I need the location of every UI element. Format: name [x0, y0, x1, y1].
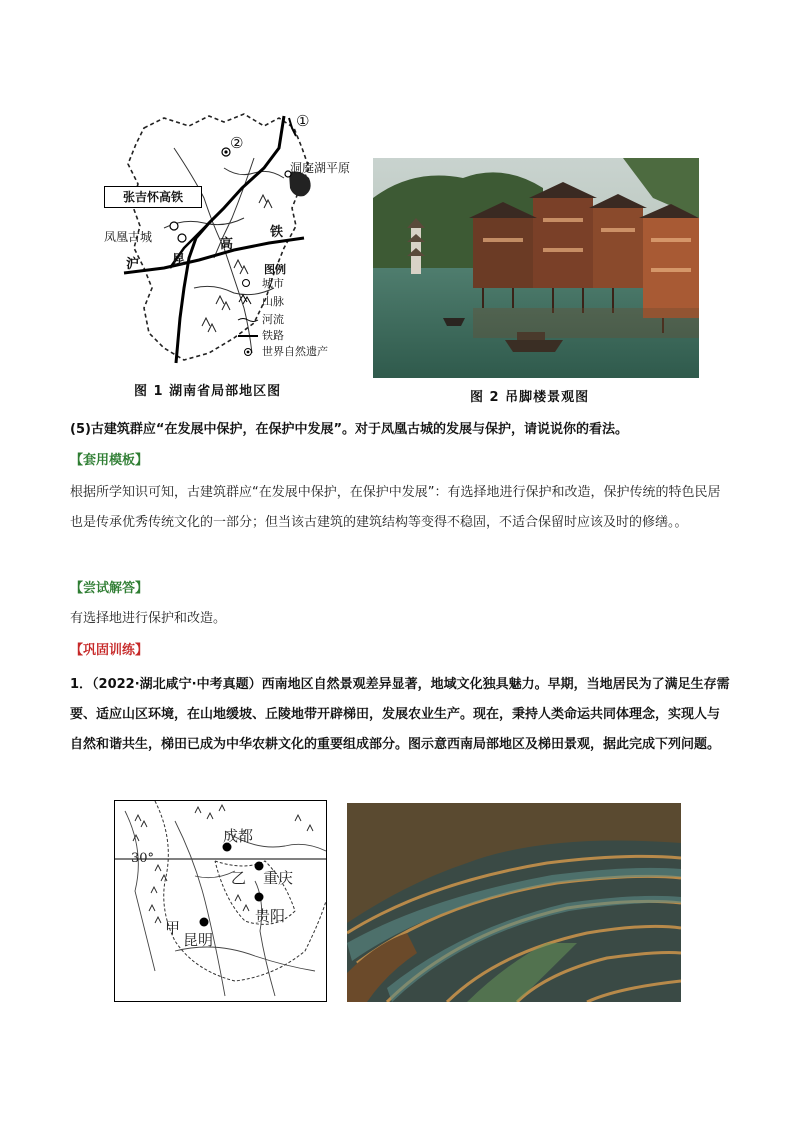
marker-1-label: ① [296, 112, 310, 130]
southwest-china-map [114, 800, 327, 1002]
zhangjihuai-hsr-label: 张吉怀高铁 [104, 186, 202, 208]
legend-item-river: 河流 [262, 313, 284, 326]
stilt-house-illustration [373, 158, 699, 378]
hu-label: 沪 [126, 257, 140, 272]
kunming-label: 昆明 [183, 931, 214, 949]
marker-2-label: ② [230, 134, 244, 152]
try-answer: 有选择地进行保护和改造。 [70, 611, 227, 626]
chongqing-label: 重庆 [263, 869, 294, 887]
legend-item-city: 城市 [262, 277, 284, 290]
fenghuang-label: 凤凰古城 [104, 230, 153, 244]
template-answer: 根据所学知识可知，古建筑群应“在发展中保护，在保护中发展”：有选择地进行保护和改造，保护传统的特色民居也是传承优秀传统文化的一部分；但当该古建筑的建筑结构等变得不稳固，不适合保留时应该及时的修缮。。 [70, 485, 721, 530]
template-tag: 【套用模板】 [70, 453, 149, 468]
legend-item-mountain: 山脉 [262, 295, 284, 308]
legend-item-heritage: 世界自然遗产 [262, 345, 328, 358]
try-tag: 【尝试解答】 [70, 581, 149, 596]
question-5: (5)古建筑群应“在发展中保护，在保护中发展”。对于凤凰古城的发展与保护，请说说你的看法。 [70, 422, 629, 437]
terrace-photo [347, 803, 681, 1002]
legend-item-railway: 铁路 [262, 329, 284, 342]
practice-tag: 【巩固训练】 [70, 643, 149, 658]
jia-label: 甲 [165, 919, 181, 937]
kun-label: 昆 [172, 253, 186, 268]
chengdu-label: 成都 [223, 827, 254, 845]
dongting-plain-label: 洞庭湖平原 [290, 161, 351, 175]
southwest-map-drawing [115, 801, 326, 1001]
figure2-caption: 图 2 吊脚楼景观图 [470, 390, 590, 405]
terrace-illustration [347, 803, 681, 1002]
figure1-caption: 图 1 湖南省局部地区图 [134, 384, 282, 399]
gao-label: 高 [220, 237, 234, 252]
yi-label: 乙 [231, 869, 247, 887]
latitude-30-label: 30° [131, 851, 155, 866]
guiyang-label: 贵阳 [255, 907, 286, 925]
practice-question-1: 1．（2022·湖北咸宁·中考真题）西南地区自然景观差异显著，地域文化独具魅力。早期，当地居民为了满足生存需要、适应山区环境，在山地缓坡、丘陵地带开辟梯田，发展农业生产。现在，秉持人类命运共同体理念，实现人与自然和谐共生，梯田已成为中华农耕文化的重要组成部分。图示意西南局部地区及梯田景观，据此完成下列问题。 [70, 677, 730, 752]
stilt-house-photo [373, 158, 699, 378]
legend-title: 图例 [264, 263, 286, 276]
hunan-map [104, 108, 366, 370]
tie-label: 铁 [270, 225, 284, 240]
